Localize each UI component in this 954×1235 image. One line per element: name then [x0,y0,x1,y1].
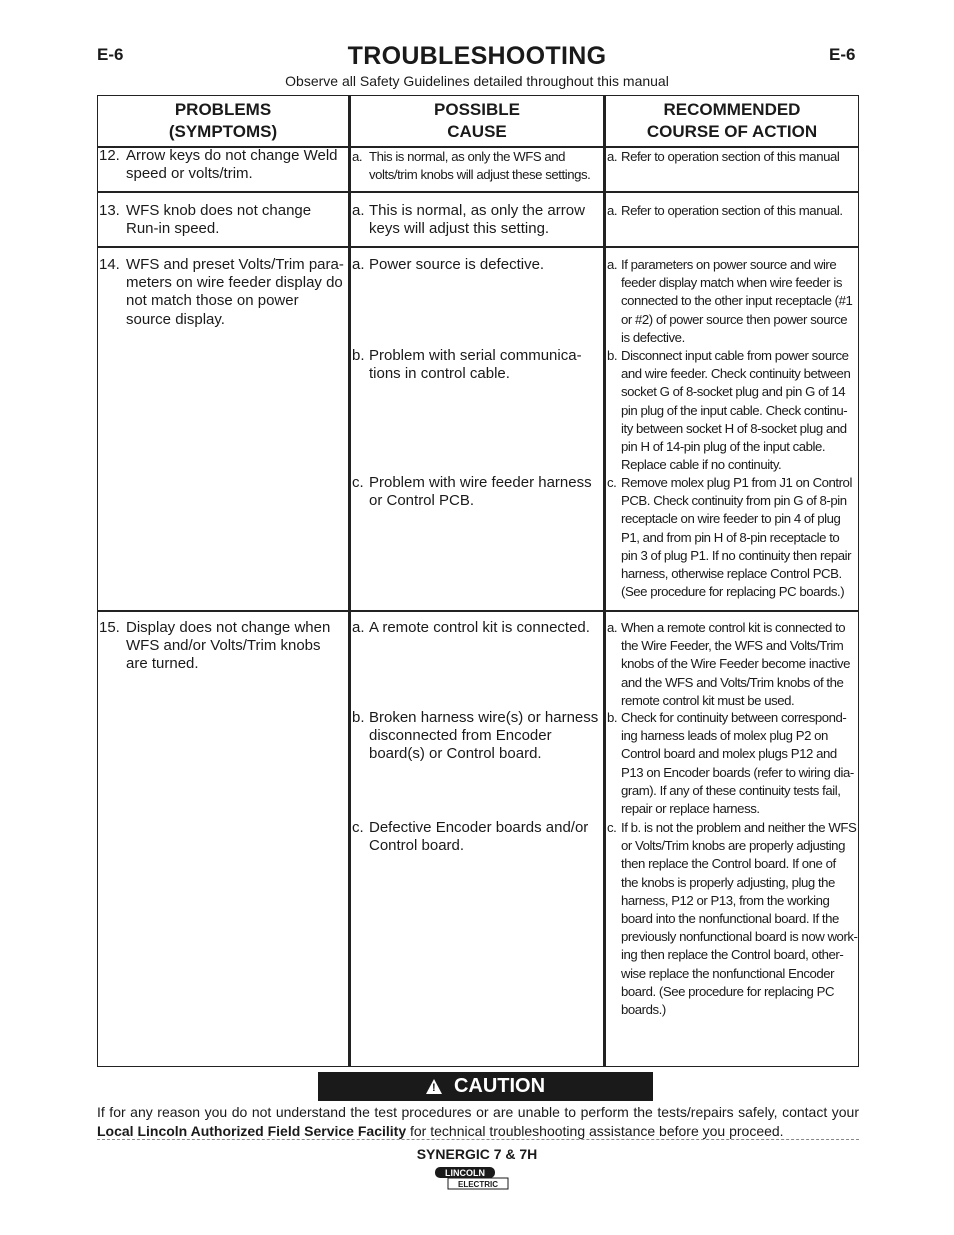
page-title: TROUBLESHOOTING [347,42,607,70]
section-number-left: E-6 [97,45,124,64]
action-line: knobs of the Wire Feeder become inactive [621,656,851,672]
action-line: feeder display match when wire feeder is [621,275,842,291]
lincoln-electric-logo [434,1166,510,1190]
problem-cell [99,619,348,674]
action-label: a. [607,257,618,272]
action-text [607,256,858,347]
cause-line: keys will adjust this setting. [369,220,550,238]
model-name: SYNERGIC 7 & 7H [416,1146,538,1162]
action-line: the knobs is properly adjusting, plug the [621,874,835,890]
cause-line: Broken harness wire(s) or harness [369,709,599,726]
action-line: and wire feeder. Check continuity between [621,366,851,382]
action-text [607,202,858,220]
action-line: socket G of 8-socket plug and pin G of 14 [621,384,846,400]
cause-item [352,474,602,510]
cause-text [352,256,602,274]
column-header-action [606,95,858,146]
problem-cell [99,147,348,183]
action-label: c. [607,820,617,835]
action-text [607,347,858,474]
problem-number: 15. [99,619,120,636]
action-line: previously nonfunctional board is now work- [621,929,858,945]
cause-item [352,148,602,184]
cause-label: b. [352,347,365,364]
problem-number: 13. [99,202,120,219]
action-line: Refer to operation section of this manual [621,149,840,164]
logo-text-top: LINCOLN [445,1168,485,1178]
safety-subtitle: Observe all Safety Guidelines detailed throughout this manual [285,73,669,89]
column-divider [348,95,351,1067]
problem-number: 12. [99,147,120,164]
action-line: remote control kit must be used. [621,692,795,708]
action-line: receptacle on wire feeder to pin 4 of plug [621,511,841,527]
action-line: board. (See procedure for replacing PC [621,983,835,999]
action-line: is defective. [621,329,685,345]
column-header-problems [98,95,348,146]
action-line: ing then replace the Control board, other- [621,947,844,963]
action-line: harness, otherwise replace Control PCB. [621,566,842,582]
warning-triangle-icon: ! [426,1079,442,1094]
action-line: If b. is not the problem and neither the WFS [621,820,857,835]
cause-label: a. [352,256,365,273]
action-line: the Wire Feeder, the WFS and Volts/Trim [621,638,844,654]
problem-line: are turned. [126,655,199,673]
cause-line: tions in control cable. [369,365,510,383]
cause-line: volts/trim knobs will adjust these settings. [369,167,591,183]
header-line: RECOMMENDED [663,99,801,119]
action-item [607,347,858,474]
action-line: Check for continuity between correspond- [621,710,847,725]
action-item [607,256,858,347]
cause-line: Problem with serial communica- [369,347,582,364]
section-number-right: E-6 [829,45,856,64]
cause-label: b. [352,709,365,726]
cause-item [352,256,602,274]
row-divider [97,610,859,612]
problem-line: WFS knob does not change [126,202,312,219]
problem-line: Display does not change when [126,619,331,636]
action-line: When a remote control kit is connected to [621,620,846,635]
action-line: pin 3 of plug P1. If no continuity then repair [621,547,852,563]
problem-line: meters on wire feeder display do [126,274,343,292]
cause-line: Control board. [369,837,465,855]
action-line: or Volts/Trim knobs are properly adjusting [621,838,845,854]
action-label: b. [607,710,618,725]
caution-label: CAUTION [453,1075,546,1097]
action-line: repair or replace harness. [621,801,760,817]
action-line: P1, and from pin H of 8-pin receptacle to [621,529,840,545]
caution-text-bold: Local Lincoln Authorized Field Service Facility [97,1123,407,1139]
action-line: harness, P12 or P13, from the working [621,892,830,908]
action-label: a. [607,203,618,218]
action-line: Disconnect input cable from power source [621,348,849,363]
caution-note [97,1103,859,1141]
action-line: or #2) of power source then power source [621,311,848,327]
cause-label: a. [352,202,365,219]
action-line: gram). If any of these continuity tests fail, [621,782,841,798]
cause-text [352,202,602,238]
cause-line: Defective Encoder boards and/or [369,819,589,836]
cause-line: A remote control kit is connected. [369,619,590,636]
problem-line: Run-in speed. [126,220,220,238]
cause-item [352,347,602,383]
problem-cell [99,256,348,329]
cause-item [352,819,602,855]
action-line: then replace the Control board. If one of [621,856,836,872]
problem-line: speed or volts/trim. [126,165,253,183]
action-line: pin plug of the input cable. Check continu- [621,402,848,418]
cause-item [352,709,602,764]
action-text [607,474,858,601]
action-label: a. [607,620,618,635]
action-label: b. [607,348,618,363]
row-divider [97,191,859,193]
problem-line: Arrow keys do not change Weld [126,147,338,164]
cause-text [352,148,602,184]
action-line: pin H of 14-pin plug of the input cable. [621,439,826,455]
header-line: POSSIBLE [434,99,520,119]
action-text [607,619,858,710]
cause-line: or Control PCB. [369,492,475,510]
problem-text [99,147,348,183]
cause-label: c. [352,819,364,836]
action-item [607,819,858,1019]
column-header-cause [351,95,603,146]
problem-text [99,202,348,238]
caution-text-after: for technical troubleshooting assistance before you proceed. [410,1123,784,1139]
action-label: a. [607,149,618,164]
action-line: ity between socket H of 8-socket plug and [621,420,847,436]
action-line: connected to the other input receptacle (#1 [621,293,853,309]
cause-line: Problem with wire feeder harness [369,474,592,491]
problem-text [99,256,348,329]
column-divider [603,95,606,1067]
action-text [607,148,858,166]
cause-line: disconnected from Encoder [369,727,552,745]
action-line: If parameters on power source and wire [621,257,837,272]
header-line: CAUSE [447,121,507,141]
header-line: (SYMPTOMS) [168,121,278,141]
action-line: P13 on Encoder boards (refer to wiring dia- [621,764,854,780]
problem-cell [99,202,348,238]
problem-number: 14. [99,256,120,273]
cause-item [352,202,602,238]
action-line: and the WFS and Volts/Trim knobs of the [621,674,844,690]
cause-text [352,709,602,764]
cause-label: a. [352,619,365,636]
action-text [607,709,858,818]
action-label: c. [607,475,617,490]
action-line: PCB. Check continuity from pin G of 8-pin [621,493,847,509]
cause-line: This is normal, as only the arrow [369,202,585,219]
problem-text [99,619,348,674]
caution-banner [318,1072,653,1101]
action-line: Refer to operation section of this manual. [621,203,843,218]
header-line: PROBLEMS [174,99,272,119]
cause-line: This is normal, as only the WFS and [369,149,566,164]
action-line: ing harness leads of molex plug P2 on [621,728,828,744]
cause-text [352,347,602,383]
action-item [607,619,858,710]
action-item [607,148,858,166]
cause-line: Power source is defective. [369,256,545,273]
header-line: COURSE OF ACTION [646,121,818,141]
logo-text-bottom: ELECTRIC [458,1180,498,1189]
problem-line: WFS and preset Volts/Trim para- [126,256,344,273]
cause-text [352,474,602,510]
action-text [607,819,858,1019]
problem-line: source display. [126,310,225,328]
action-line: (See procedure for replacing PC boards.) [621,584,845,600]
problem-line: WFS and/or Volts/Trim knobs [126,637,321,655]
cause-text [352,619,602,637]
problem-line: not match those on power [126,292,299,310]
action-line: boards.) [621,1002,666,1018]
action-item [607,709,858,818]
cause-line: board(s) or Control board. [369,745,542,763]
action-item [607,202,858,220]
action-line: Control board and molex plugs P12 and [621,746,837,762]
row-divider [97,246,859,248]
cause-text [352,819,602,855]
footer-divider [97,1139,859,1140]
cause-item [352,619,602,637]
action-item [607,474,858,601]
caution-text-before: If for any reason you do not understand the test procedures or are unable to perform the tests/repairs safely, contact your [97,1104,859,1120]
action-line: Remove molex plug P1 from J1 on Control [621,475,852,490]
cause-label: c. [352,474,364,491]
cause-label: a. [352,149,363,164]
action-line: Replace cable if no continuity. [621,457,782,473]
action-line: board into the nonfunctional board. If the [621,911,839,927]
action-line: wise replace the nonfunctional Encoder [621,965,835,981]
